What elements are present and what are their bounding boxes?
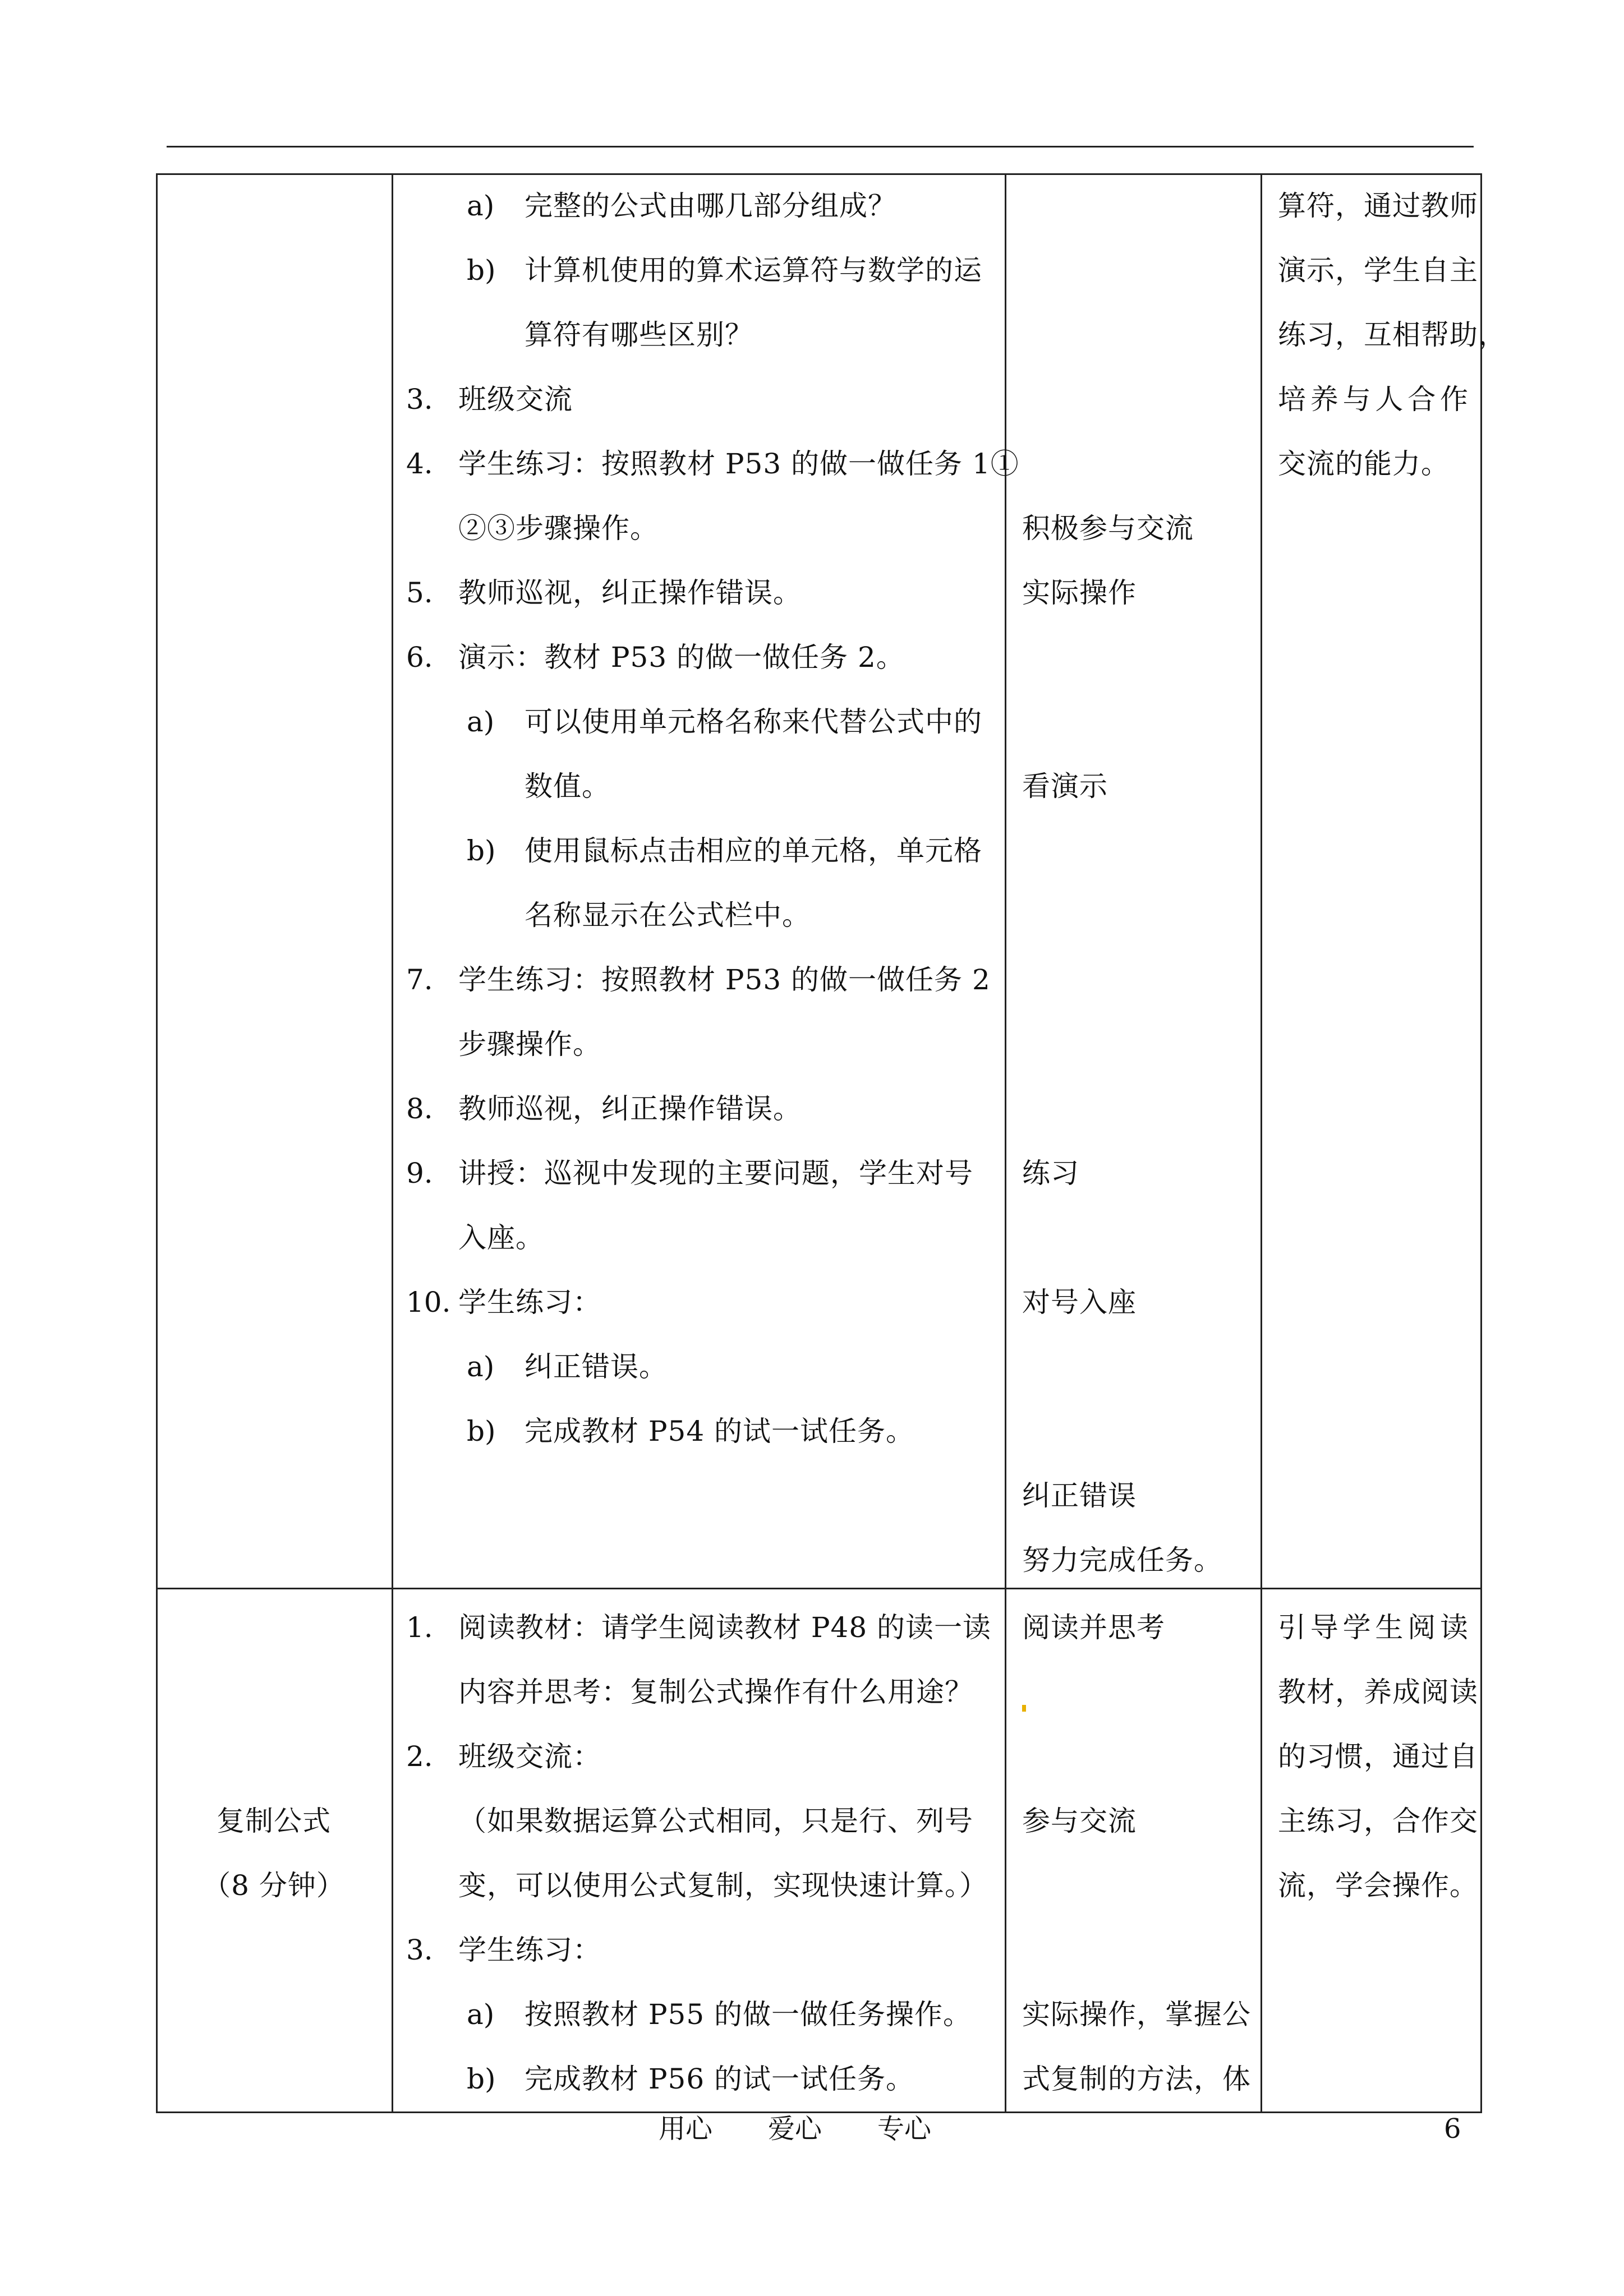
activity-text: 阅读并思考: [1022, 1611, 1165, 1644]
step-text: 入座。: [458, 1221, 544, 1254]
page-number: 6: [1444, 2113, 1461, 2145]
step-marker: b): [467, 254, 496, 287]
step-marker: b): [467, 835, 496, 867]
footer-motto-3: 专心: [877, 2113, 932, 2145]
step-text: 学生练习：按照教材 P53 的做一做任务 1①: [458, 448, 1019, 480]
section-title: 复制公式: [217, 1805, 331, 1837]
step-text: 内容并思考：复制公式操作有什么用途？: [458, 1676, 973, 1708]
intent-text: 算符，通过教师: [1278, 190, 1478, 222]
step-text: 完整的公式由哪几部分组成？: [525, 190, 896, 222]
intent-text: 主练习，合作交: [1278, 1805, 1478, 1837]
step-marker: a): [467, 1350, 495, 1383]
intent-text: 演示，学生自主: [1278, 254, 1478, 287]
ink-speck: [1022, 1705, 1026, 1712]
header-rule: [167, 146, 1474, 147]
intent-text: 练习，互相帮助，: [1278, 319, 1507, 351]
step-text: 变，可以使用公式复制，实现快速计算。）: [458, 1869, 988, 1902]
step-marker: 9.: [406, 1157, 433, 1190]
step-text: 演示：教材 P53 的做一做任务 2。: [458, 641, 905, 674]
step-text: 学生练习：按照教材 P53 的做一做任务 2: [458, 963, 991, 996]
step-text: 学生练习：: [458, 1934, 601, 1966]
activity-text: 练习: [1022, 1157, 1079, 1190]
step-text: 完成教材 P54 的试一试任务。: [525, 1415, 915, 1447]
step-text: 教师巡视，纠正操作错误。: [458, 1092, 802, 1125]
step-marker: 8.: [406, 1092, 433, 1125]
activity-text: 积极参与交流: [1022, 512, 1194, 545]
step-marker: 2.: [406, 1740, 433, 1773]
activity-text: 看演示: [1022, 770, 1108, 803]
step-marker: 1.: [406, 1611, 433, 1644]
column-divider-3: [1260, 173, 1262, 2113]
activity-text: 实际操作，掌握公: [1022, 1998, 1251, 2031]
activity-text: 努力完成任务。: [1022, 1544, 1222, 1576]
step-marker: 10.: [406, 1286, 451, 1318]
step-marker: 4.: [406, 448, 433, 480]
activity-text: 实际操作: [1022, 577, 1137, 609]
step-text: 名称显示在公式栏中。: [525, 899, 811, 932]
step-text: 计算机使用的算术运算符与数学的运: [525, 254, 982, 287]
step-marker: a): [467, 190, 495, 222]
step-text: 使用鼠标点击相应的单元格，单元格: [525, 835, 982, 867]
step-text: 按照教材 P55 的做一做任务操作。: [525, 1998, 972, 2031]
step-text: 纠正错误。: [525, 1350, 668, 1383]
step-text: 可以使用单元格名称来代替公式中的: [525, 706, 982, 738]
section-time: （8 分钟）: [203, 1869, 345, 1902]
step-marker: 7.: [406, 963, 433, 996]
footer-motto-1: 用心: [659, 2113, 713, 2145]
row-divider: [156, 1588, 1482, 1589]
intent-text: 交流的能力。: [1278, 448, 1450, 480]
activity-text: 式复制的方法，体: [1022, 2063, 1251, 2095]
intent-text: 的习惯，通过自: [1278, 1740, 1478, 1773]
step-text: 数值。: [525, 770, 610, 803]
step-text: 算符有哪些区别？: [525, 319, 753, 351]
step-text: 步骤操作。: [458, 1028, 601, 1061]
step-text: 教师巡视，纠正操作错误。: [458, 577, 802, 609]
step-text: 完成教材 P56 的试一试任务。: [525, 2063, 915, 2095]
intent-text: 引导学生阅读: [1278, 1611, 1469, 1644]
intent-text: 教材，养成阅读: [1278, 1676, 1478, 1708]
step-marker: 3.: [406, 1934, 433, 1966]
activity-text: 纠正错误: [1022, 1479, 1137, 1512]
step-marker: b): [467, 2063, 496, 2095]
step-marker: 5.: [406, 577, 433, 609]
step-text: 班级交流：: [458, 1740, 601, 1773]
step-marker: a): [467, 1998, 495, 2031]
step-marker: b): [467, 1415, 496, 1447]
footer-motto-2: 爱心: [768, 2113, 822, 2145]
step-text: （如果数据运算公式相同，只是行、列号: [458, 1805, 973, 1837]
intent-text: 培养与人合作: [1278, 383, 1469, 416]
activity-text: 参与交流: [1022, 1805, 1137, 1837]
column-divider-1: [392, 173, 393, 2113]
step-text: 班级交流: [458, 383, 573, 416]
intent-text: 流，学会操作。: [1278, 1869, 1478, 1902]
step-text: ②③步骤操作。: [458, 512, 659, 545]
step-marker: a): [467, 706, 495, 738]
step-text: 阅读教材：请学生阅读教材 P48 的读一读: [458, 1611, 992, 1644]
step-text: 讲授：巡视中发现的主要问题，学生对号: [458, 1157, 973, 1190]
step-marker: 6.: [406, 641, 433, 674]
step-text: 学生练习：: [458, 1286, 601, 1318]
step-marker: 3.: [406, 383, 433, 416]
activity-text: 对号入座: [1022, 1286, 1137, 1318]
